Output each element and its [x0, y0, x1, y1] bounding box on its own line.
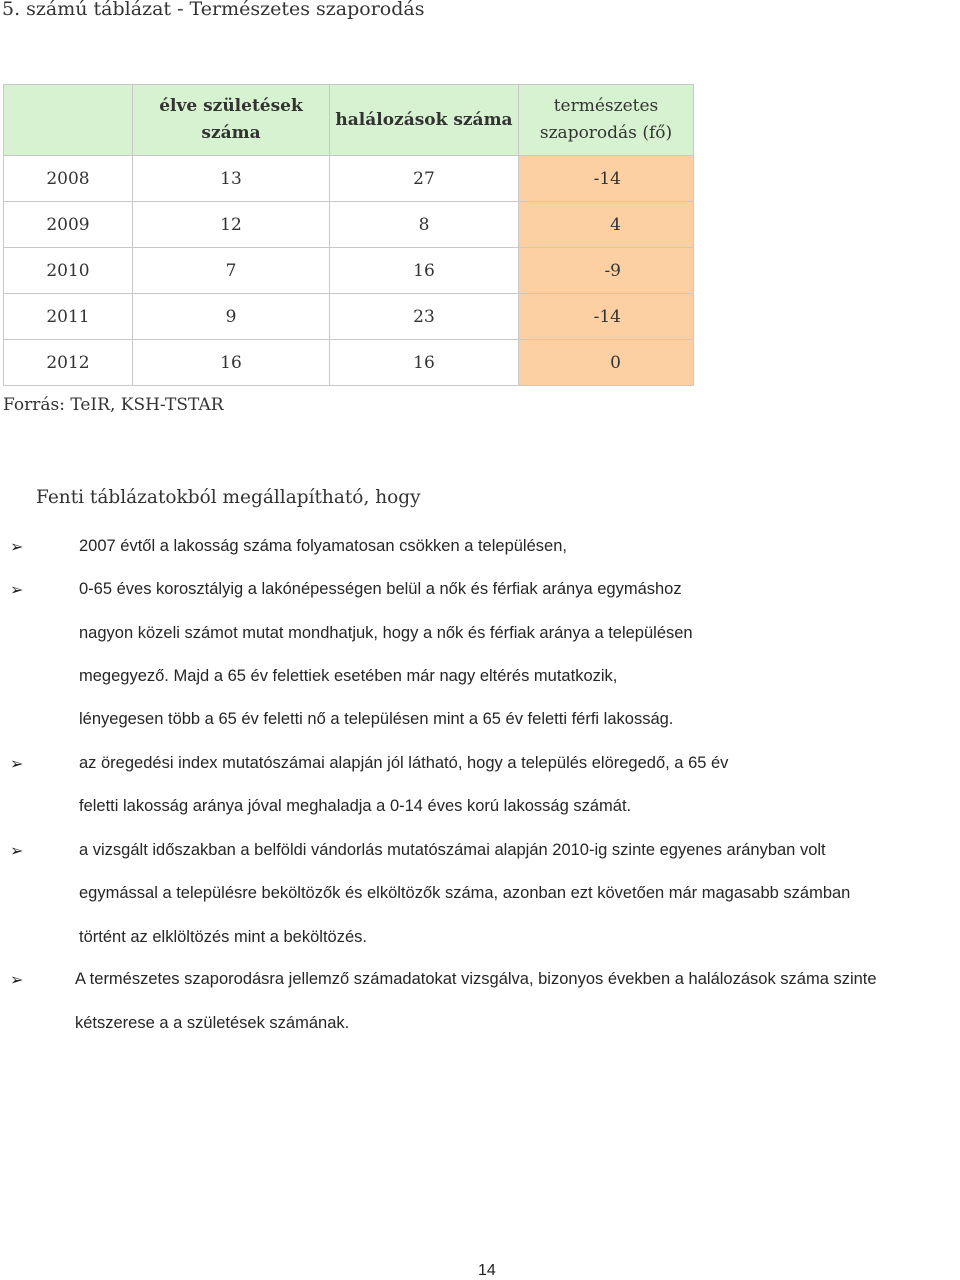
header-deaths: halálozások száma	[330, 85, 519, 156]
intro-text: Fenti táblázatokból megállapítható, hogy	[36, 487, 421, 508]
bullet-line: 2007 évtől a lakosság száma folyamatosan csökken a településen,	[79, 537, 567, 555]
cell-deaths: 27	[330, 156, 519, 202]
cell-natural-increase: -9	[519, 248, 694, 294]
natural-increase-table	[3, 84, 694, 386]
cell-deaths: 23	[330, 294, 519, 340]
arrow-bullet-icon: ➢	[10, 580, 24, 599]
cell-births: 7	[133, 248, 330, 294]
bullet-line: a vizsgált időszakban a belföldi vándorlás mutatószámai alapján 2010-ig szinte egyenes arányban volt	[79, 841, 826, 859]
cell-natural-increase: -14	[519, 294, 694, 340]
cell-natural-increase: 4	[519, 202, 694, 248]
header-natural-increase: természetes szaporodás (fő)	[519, 85, 694, 156]
arrow-bullet-icon: ➢	[10, 537, 24, 556]
cell-year: 2011	[4, 294, 133, 340]
cell-natural-increase: 0	[519, 340, 694, 386]
table-header-row	[4, 85, 694, 156]
bullet-line: nagyon közeli számot mutat mondhatjuk, hogy a nők és férfiak aránya a településen	[79, 624, 693, 642]
cell-deaths: 8	[330, 202, 519, 248]
bullet-line: egymással a településre beköltözők és elköltözők száma, azonban ezt követően már magasabb számban	[79, 884, 851, 902]
bullet-line: lényegesen több a 65 év feletti nő a településen mint a 65 év feletti férfi lakosság.	[79, 710, 674, 728]
bullet-line: 0-65 éves korosztályig a lakónépességen belül a nők és férfiak aránya egymáshoz	[79, 580, 682, 598]
source-note: Forrás: TeIR, KSH-TSTAR	[3, 395, 224, 415]
document-title: 5. számú táblázat - Természetes szaporodás	[2, 0, 425, 20]
bullet-line: az öregedési index mutatószámai alapján jól látható, hogy a település elöregedő, a 65 év	[79, 754, 729, 772]
page-number: 14	[478, 1262, 496, 1279]
bullet-line: feletti lakosság aránya jóval meghaladja a 0-14 éves korú lakosság számát.	[79, 797, 632, 815]
cell-year: 2012	[4, 340, 133, 386]
cell-deaths: 16	[330, 248, 519, 294]
arrow-bullet-icon: ➢	[10, 841, 24, 860]
table-row	[4, 156, 694, 202]
cell-births: 13	[133, 156, 330, 202]
bullet-line: megegyező. Majd a 65 év felettiek esetében már nagy eltérés mutatkozik,	[79, 667, 618, 685]
bullet-line: történt az elklöltözés mint a beköltözés.	[79, 928, 367, 946]
bullet-line: kétszerese a a születések számának.	[75, 1014, 350, 1032]
table-row	[4, 202, 694, 248]
table-row	[4, 340, 694, 386]
cell-births: 9	[133, 294, 330, 340]
cell-year: 2008	[4, 156, 133, 202]
arrow-bullet-icon: ➢	[10, 754, 24, 773]
arrow-bullet-icon: ➢	[10, 970, 24, 989]
cell-year: 2009	[4, 202, 133, 248]
cell-year: 2010	[4, 248, 133, 294]
cell-births: 12	[133, 202, 330, 248]
cell-deaths: 16	[330, 340, 519, 386]
header-births: élve születések száma	[133, 85, 330, 156]
cell-births: 16	[133, 340, 330, 386]
table-row	[4, 294, 694, 340]
bullet-line: A természetes szaporodásra jellemző számadatokat vizsgálva, bizonyos években a halálozások száma szinte	[75, 970, 877, 988]
header-year	[4, 85, 133, 156]
cell-natural-increase: -14	[519, 156, 694, 202]
table-row	[4, 248, 694, 294]
